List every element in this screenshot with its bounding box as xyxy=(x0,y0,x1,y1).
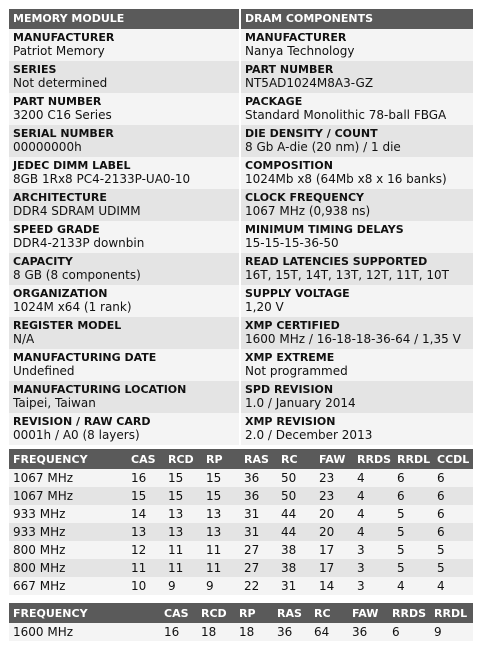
section-header-row xyxy=(9,9,473,29)
table-cell: 16 xyxy=(127,469,164,487)
table-row xyxy=(9,577,473,595)
dram-field-value: 2.0 / December 2013 xyxy=(245,428,373,442)
module-field-label: MANUFACTURING DATE xyxy=(13,351,157,364)
table-cell: 11 xyxy=(164,559,202,577)
info-row xyxy=(9,189,473,221)
module-field-label: SERIES xyxy=(13,63,57,76)
module-field-label: JEDEC DIMM LABEL xyxy=(13,159,131,172)
xmp-column-header: RRDS xyxy=(388,603,430,623)
table-cell: 5 xyxy=(433,541,473,559)
dram-field xyxy=(241,125,473,157)
module-field-label: CAPACITY xyxy=(13,255,73,268)
dram-field xyxy=(241,285,473,317)
table-cell: 5 xyxy=(393,505,433,523)
module-field xyxy=(9,285,239,317)
table-cell: 11 xyxy=(202,559,240,577)
dram-field-label: PACKAGE xyxy=(245,95,303,108)
table-cell: 5 xyxy=(433,559,473,577)
jedec-column-header: RCD xyxy=(164,449,202,469)
table-cell: 38 xyxy=(277,541,315,559)
table-cell: 36 xyxy=(273,623,310,641)
table-cell: 10 xyxy=(127,577,164,595)
table-cell: 13 xyxy=(202,523,240,541)
info-row xyxy=(9,381,473,413)
jedec-column-header: RAS xyxy=(240,449,277,469)
table-cell: 50 xyxy=(277,469,315,487)
module-field-value: 3200 C16 Series xyxy=(13,108,112,122)
info-row xyxy=(9,157,473,189)
jedec-column-header: RC xyxy=(277,449,315,469)
table-cell: 6 xyxy=(433,505,473,523)
table-cell: 13 xyxy=(127,523,164,541)
xmp-column-header: RCD xyxy=(197,603,235,623)
dram-field-label: PART NUMBER xyxy=(245,63,334,76)
info-row xyxy=(9,221,473,253)
info-row xyxy=(9,413,473,445)
info-row xyxy=(9,253,473,285)
dram-field xyxy=(241,29,473,61)
xmp-column-header: RP xyxy=(235,603,273,623)
module-field xyxy=(9,125,239,157)
dram-field xyxy=(241,189,473,221)
module-field-label: ARCHITECTURE xyxy=(13,191,107,204)
table-cell: 20 xyxy=(315,523,353,541)
info-row xyxy=(9,285,473,317)
table-cell: 800 MHz xyxy=(9,559,127,577)
dram-field-value: 15-15-15-36-50 xyxy=(245,236,339,250)
table-row xyxy=(9,469,473,487)
module-field-label: ORGANIZATION xyxy=(13,287,108,300)
xmp-column-header: RRDL xyxy=(430,603,473,623)
module-field xyxy=(9,29,239,61)
dram-field-value: 1024Mb x8 (64Mb x8 x 16 banks) xyxy=(245,172,447,186)
dram-field xyxy=(241,157,473,189)
module-field-value: Undefined xyxy=(13,364,75,378)
dram-field-label: COMPOSITION xyxy=(245,159,333,172)
table-cell: 6 xyxy=(433,523,473,541)
table-cell: 44 xyxy=(277,523,315,541)
table-cell: 13 xyxy=(164,523,202,541)
dram-field-label: SPD REVISION xyxy=(245,383,334,396)
jedec-table-header xyxy=(9,449,473,469)
table-cell: 23 xyxy=(315,469,353,487)
module-field xyxy=(9,349,239,381)
table-cell: 1067 MHz xyxy=(9,487,127,505)
table-cell: 4 xyxy=(393,577,433,595)
table-row xyxy=(9,487,473,505)
module-field xyxy=(9,317,239,349)
jedec-column-header: RP xyxy=(202,449,240,469)
module-field-value: Taipei, Taiwan xyxy=(13,396,96,410)
module-field-value: Not determined xyxy=(13,76,108,90)
table-cell: 5 xyxy=(393,541,433,559)
spd-info-panel xyxy=(9,9,473,641)
table-row xyxy=(9,523,473,541)
table-cell: 31 xyxy=(277,577,315,595)
module-field-value: DDR4 SDRAM UDIMM xyxy=(13,204,141,218)
table-cell: 50 xyxy=(277,487,315,505)
xmp-column-header: CAS xyxy=(160,603,197,623)
table-cell: 9 xyxy=(202,577,240,595)
info-row xyxy=(9,125,473,157)
table-cell: 3 xyxy=(353,559,393,577)
table-cell: 44 xyxy=(277,505,315,523)
dram-field-label: XMP CERTIFIED xyxy=(245,319,340,332)
table-cell: 27 xyxy=(240,541,277,559)
dram-field xyxy=(241,93,473,125)
module-field xyxy=(9,413,239,445)
table-cell: 36 xyxy=(240,469,277,487)
dram-field-value: 1067 MHz (0,938 ns) xyxy=(245,204,371,218)
module-field-label: SPEED GRADE xyxy=(13,223,100,236)
dram-field-label: SUPPLY VOLTAGE xyxy=(245,287,350,300)
dram-field-label: READ LATENCIES SUPPORTED xyxy=(245,255,428,268)
table-cell: 22 xyxy=(240,577,277,595)
table-row xyxy=(9,623,473,641)
table-cell: 11 xyxy=(127,559,164,577)
dram-components-header: DRAM COMPONENTS xyxy=(241,9,473,29)
dram-field-label: CLOCK FREQUENCY xyxy=(245,191,365,204)
module-field-value: 1024M x64 (1 rank) xyxy=(13,300,132,314)
table-cell: 27 xyxy=(240,559,277,577)
info-row xyxy=(9,349,473,381)
module-field-label: PART NUMBER xyxy=(13,95,102,108)
table-cell: 16 xyxy=(160,623,197,641)
module-field xyxy=(9,381,239,413)
module-field xyxy=(9,221,239,253)
table-cell: 6 xyxy=(433,469,473,487)
table-cell: 15 xyxy=(202,487,240,505)
table-cell: 4 xyxy=(353,469,393,487)
table-cell: 3 xyxy=(353,541,393,559)
dram-field xyxy=(241,61,473,93)
table-cell: 4 xyxy=(353,523,393,541)
dram-field xyxy=(241,221,473,253)
table-cell: 18 xyxy=(235,623,273,641)
jedec-column-header: RRDS xyxy=(353,449,393,469)
xmp-column-header: FAW xyxy=(348,603,388,623)
module-field-value: DDR4-2133P downbin xyxy=(13,236,145,250)
jedec-column-header: RRDL xyxy=(393,449,433,469)
module-field-label: REVISION / RAW CARD xyxy=(13,415,151,428)
dram-field-value: 1.0 / January 2014 xyxy=(245,396,356,410)
table-cell: 3 xyxy=(353,577,393,595)
dram-field xyxy=(241,253,473,285)
module-field-value: 00000000h xyxy=(13,140,82,154)
xmp-column-header: FREQUENCY xyxy=(9,603,160,623)
table-cell: 15 xyxy=(164,469,202,487)
table-cell: 5 xyxy=(393,559,433,577)
xmp-column-header: RAS xyxy=(273,603,310,623)
jedec-column-header: FREQUENCY xyxy=(9,449,127,469)
module-field-value: 8GB 1Rx8 PC4-2133P-UA0-10 xyxy=(13,172,191,186)
dram-field-label: MINIMUM TIMING DELAYS xyxy=(245,223,404,236)
dram-field-label: XMP EXTREME xyxy=(245,351,335,364)
table-cell: 11 xyxy=(164,541,202,559)
table-cell: 11 xyxy=(202,541,240,559)
table-cell: 18 xyxy=(197,623,235,641)
jedec-column-header: CCDL xyxy=(433,449,473,469)
table-cell: 14 xyxy=(127,505,164,523)
table-cell: 15 xyxy=(202,469,240,487)
dram-field xyxy=(241,317,473,349)
table-cell: 17 xyxy=(315,541,353,559)
module-field-value: Patriot Memory xyxy=(13,44,105,58)
dram-field-value: 1600 MHz / 16-18-18-36-64 / 1,35 V xyxy=(245,332,461,346)
table-cell: 1600 MHz xyxy=(9,623,160,641)
info-row xyxy=(9,61,473,93)
table-cell: 23 xyxy=(315,487,353,505)
dram-field-value: Not programmed xyxy=(245,364,348,378)
dram-field xyxy=(241,349,473,381)
module-field-label: MANUFACTURER xyxy=(13,31,115,44)
table-cell: 36 xyxy=(240,487,277,505)
table-row xyxy=(9,541,473,559)
xmp-column-header: RC xyxy=(310,603,348,623)
dram-field-label: DIE DENSITY / COUNT xyxy=(245,127,378,140)
table-cell: 933 MHz xyxy=(9,505,127,523)
table-cell: 1067 MHz xyxy=(9,469,127,487)
info-row xyxy=(9,317,473,349)
module-field-label: MANUFACTURING LOCATION xyxy=(13,383,187,396)
table-cell: 17 xyxy=(315,559,353,577)
table-cell: 6 xyxy=(393,469,433,487)
module-field xyxy=(9,93,239,125)
module-field-value: 0001h / A0 (8 layers) xyxy=(13,428,140,442)
table-cell: 14 xyxy=(315,577,353,595)
dram-field-value: Standard Monolithic 78-ball FBGA xyxy=(245,108,447,122)
table-row xyxy=(9,559,473,577)
module-field xyxy=(9,61,239,93)
info-row xyxy=(9,93,473,125)
table-cell: 12 xyxy=(127,541,164,559)
module-field xyxy=(9,157,239,189)
table-cell: 800 MHz xyxy=(9,541,127,559)
table-cell: 20 xyxy=(315,505,353,523)
table-cell: 15 xyxy=(164,487,202,505)
table-cell: 15 xyxy=(127,487,164,505)
dram-field-value: 16T, 15T, 14T, 13T, 12T, 11T, 10T xyxy=(245,268,449,282)
dram-field-value: Nanya Technology xyxy=(245,44,355,58)
table-cell: 64 xyxy=(310,623,348,641)
module-field-value: 8 GB (8 components) xyxy=(13,268,141,282)
module-field-label: SERIAL NUMBER xyxy=(13,127,114,140)
dram-field-label: MANUFACTURER xyxy=(245,31,347,44)
table-cell: 4 xyxy=(353,505,393,523)
dram-field-value: 8 Gb A-die (20 nm) / 1 die xyxy=(245,140,401,154)
table-cell: 4 xyxy=(433,577,473,595)
table-cell: 5 xyxy=(393,523,433,541)
table-cell: 13 xyxy=(164,505,202,523)
table-cell: 9 xyxy=(430,623,473,641)
jedec-timings-table xyxy=(9,449,473,595)
module-field xyxy=(9,253,239,285)
dram-field-value: 1,20 V xyxy=(245,300,284,314)
jedec-column-header: CAS xyxy=(127,449,164,469)
table-cell: 6 xyxy=(433,487,473,505)
xmp-table-header xyxy=(9,603,473,623)
table-cell: 31 xyxy=(240,505,277,523)
dram-field-value: NT5AD1024M8A3-GZ xyxy=(245,76,374,90)
table-cell: 31 xyxy=(240,523,277,541)
info-rows xyxy=(9,29,473,445)
table-cell: 38 xyxy=(277,559,315,577)
table-cell: 9 xyxy=(164,577,202,595)
info-row xyxy=(9,29,473,61)
table-row xyxy=(9,505,473,523)
module-field-value: N/A xyxy=(13,332,35,346)
table-cell: 36 xyxy=(348,623,388,641)
dram-field-label: XMP REVISION xyxy=(245,415,336,428)
dram-field xyxy=(241,413,473,445)
module-field xyxy=(9,189,239,221)
table-cell: 4 xyxy=(353,487,393,505)
memory-module-header: MEMORY MODULE xyxy=(9,9,239,29)
module-field-label: REGISTER MODEL xyxy=(13,319,122,332)
table-cell: 6 xyxy=(393,487,433,505)
dram-field xyxy=(241,381,473,413)
table-cell: 6 xyxy=(388,623,430,641)
table-cell: 667 MHz xyxy=(9,577,127,595)
table-cell: 933 MHz xyxy=(9,523,127,541)
jedec-column-header: FAW xyxy=(315,449,353,469)
xmp-timings-table xyxy=(9,603,473,641)
table-cell: 13 xyxy=(202,505,240,523)
